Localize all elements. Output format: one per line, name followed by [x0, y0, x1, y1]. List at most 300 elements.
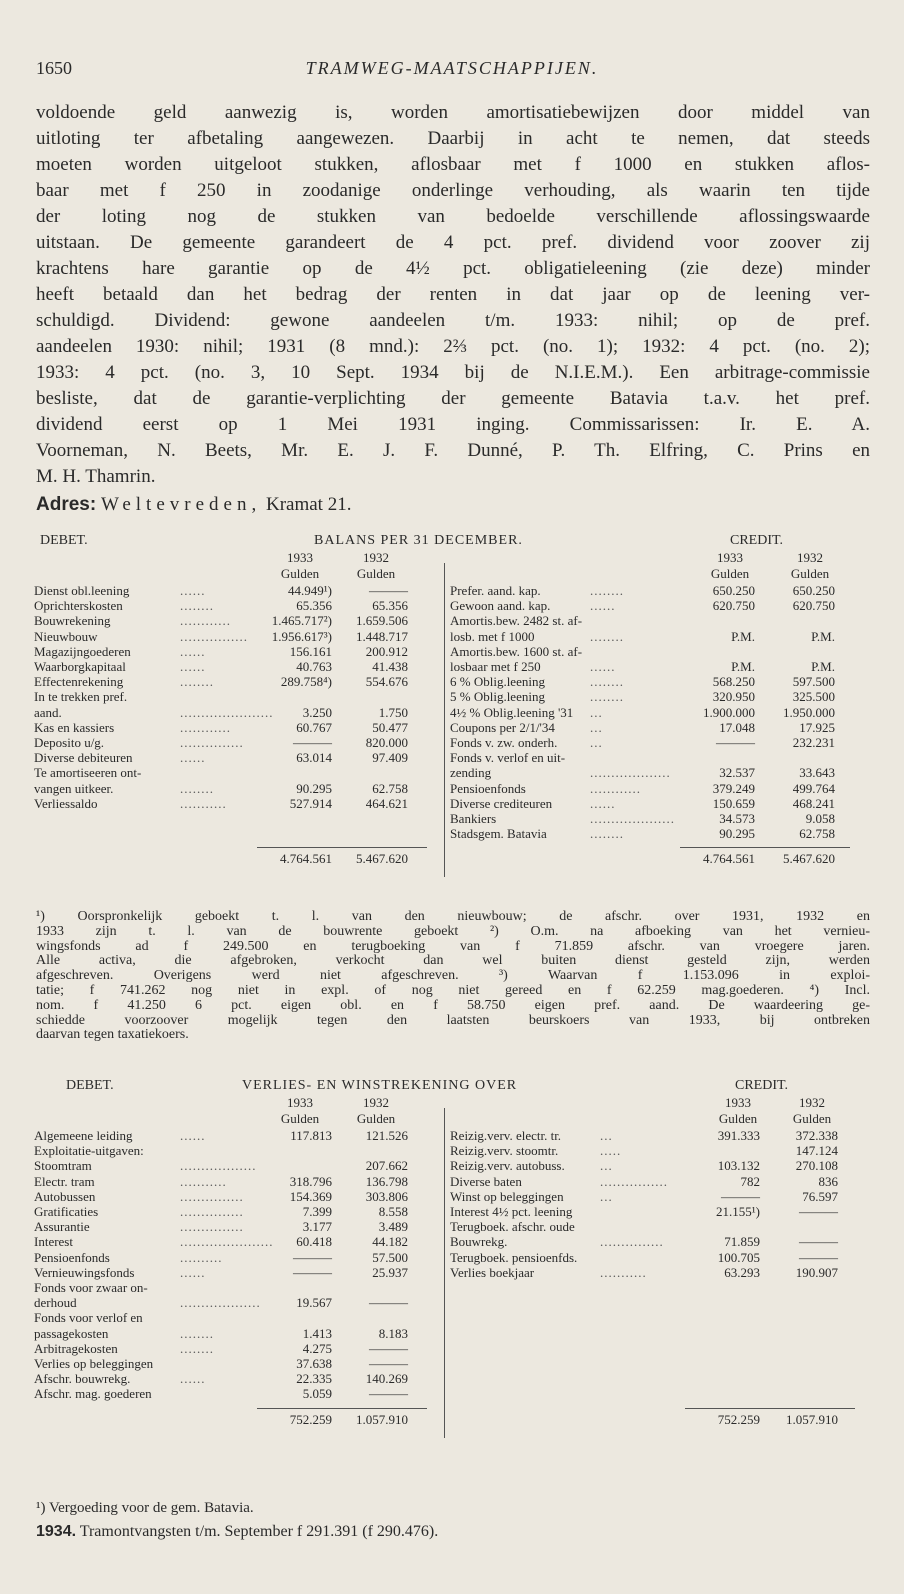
value-1933: 154.369: [289, 1188, 332, 1204]
row-label: Interest: [34, 1234, 73, 1250]
page-number: 1650: [36, 58, 72, 78]
footnote-line: 1933 zijn t. l. van de bouwrente geboekt ²) O.m. na afboeking van het vernieu-: [36, 923, 870, 939]
leader-dots: ............: [590, 780, 641, 796]
value-1932: ———: [369, 1386, 408, 1402]
value-1933: 527.914: [289, 795, 332, 811]
value-1933: 90.295: [296, 780, 332, 796]
leader-dots: ......: [180, 1371, 206, 1387]
value-1933: 156.161: [289, 643, 332, 659]
leader-dots: ...............: [180, 1188, 244, 1204]
value-1933: 103.132: [717, 1158, 760, 1174]
row-label: Effectenrekening: [34, 674, 124, 690]
leader-dots: ......: [180, 583, 206, 598]
leader-dots: ....................: [590, 811, 675, 826]
row-label: Te amortiseeren ont-: [34, 765, 142, 781]
value-1932: 303.806: [365, 1188, 408, 1204]
total-rule: [685, 1408, 855, 1409]
row-label: 6 % Oblig.leening: [450, 674, 545, 690]
pl-title: VERLIES- EN WINSTREKENING OVER: [242, 1078, 518, 1093]
leader-dots: ................: [180, 628, 248, 644]
year-1933-left: 1933: [287, 550, 313, 565]
row-label: Dienst obl.leening: [34, 583, 130, 598]
pl-unit-left-2: Gulden: [356, 1111, 396, 1126]
value-1932: P.M.: [811, 628, 835, 644]
value-1932: 41.438: [372, 659, 408, 674]
value-1932: ———: [799, 1204, 838, 1219]
value-1932: 62.758: [372, 780, 408, 796]
leader-dots: ..................: [180, 1158, 257, 1174]
leader-dots: ........: [180, 598, 214, 614]
prose-line: schuldigd. Dividend: gewone aandeelen t/m. 1933: nihil; op de pref.: [36, 310, 870, 331]
value-1932: 121.526: [365, 1128, 408, 1143]
row-label: Kas en kassiers: [34, 719, 115, 735]
pl-year-1932-right: 1932: [799, 1095, 825, 1110]
leader-dots: ......................: [180, 1234, 274, 1250]
right-row: [30, 796, 874, 811]
left-row: [30, 1371, 874, 1386]
value-1932: 76.597: [802, 1188, 838, 1204]
value-1933: 1.956.617³): [271, 628, 332, 644]
value-1933: 4.275: [302, 1340, 332, 1356]
right-row: [30, 720, 874, 735]
row-label: Pensioenfonds: [34, 1249, 110, 1265]
leader-dots: ........: [180, 674, 214, 690]
value-1933: ———: [293, 1249, 332, 1265]
leader-dots: ................: [600, 1173, 668, 1189]
value-1932: 50.477: [372, 719, 408, 735]
value-1933: 1.465.717²): [271, 613, 332, 629]
right-row: [30, 644, 874, 659]
value-1932: 1.448.717: [356, 628, 408, 644]
total-1932: 1.057.910: [786, 1411, 838, 1427]
footnote-line: ¹) Oorspronkelijk geboekt t. l. van den nieuwbouw; de afschr. over 1931, 1932 en: [36, 909, 870, 924]
value-1932: 325.500: [792, 689, 835, 705]
final-text: Tramontvangsten t/m. September f 291.391 (f 290.476).: [79, 1523, 439, 1540]
value-1933: 7.399: [302, 1204, 332, 1219]
row-label: losbaar met f 250: [450, 659, 541, 674]
prose-line: dividend eerst op 1 Mei 1931 inging. Commissarissen: Ir. E. A.: [36, 414, 870, 435]
leader-dots: ........: [590, 826, 624, 842]
total-rule: [257, 1408, 427, 1409]
value-1933: 19.567: [296, 1295, 332, 1311]
row-label: Nieuwbouw: [34, 628, 98, 644]
leader-dots: ......: [180, 1264, 206, 1280]
right-row: [30, 1219, 874, 1234]
value-1932: ———: [369, 583, 408, 598]
left-row: [30, 1356, 874, 1371]
leader-dots: ......: [590, 659, 616, 674]
value-1933: P.M.: [731, 659, 755, 674]
row-label: Deposito u/g.: [34, 735, 105, 750]
footnote-line: nom. f 41.250 6 pct. eigen obl. en f 58.750 eigen pref. aand. De waardeering ge-: [36, 997, 870, 1013]
footnote-line: schiedde voorzoover mogelijk tegen den laatsten beurskoers van 1933, bij ontbreken: [36, 1012, 870, 1028]
value-1933: ———: [293, 1264, 332, 1280]
value-1932: ———: [369, 1356, 408, 1371]
page-header: [36, 58, 868, 82]
value-1932: ———: [369, 1295, 408, 1311]
right-row: [30, 583, 874, 598]
value-1932: 190.907: [795, 1264, 838, 1280]
leader-dots: ...: [590, 719, 603, 735]
leader-dots: ........: [590, 628, 624, 644]
right-row: [30, 1204, 874, 1219]
leader-dots: ........: [180, 1340, 214, 1356]
row-label: Reizig.verv. electr. tr.: [450, 1128, 562, 1143]
value-1932: 1.950.000: [783, 704, 835, 720]
value-1933: 289.758⁴): [280, 674, 332, 690]
value-1932: 62.758: [799, 826, 835, 842]
value-1932: 140.269: [365, 1371, 408, 1387]
value-1933: 117.813: [290, 1128, 332, 1143]
row-label: Exploitatie-uitgaven:: [34, 1143, 144, 1159]
value-1933: 37.638: [296, 1356, 332, 1371]
leader-dots: ........: [590, 674, 624, 690]
row-label: Fonds v. zw. onderh.: [450, 735, 558, 750]
value-1933: 318.796: [289, 1173, 332, 1189]
footnote-line: daarvan tegen taxatiekoers.: [36, 1027, 189, 1043]
totals-row: [30, 1412, 874, 1427]
total-1932: 5.467.620: [356, 851, 408, 867]
right-row: [30, 1234, 874, 1249]
leader-dots: ...................: [180, 1295, 261, 1311]
row-label: Arbitragekosten: [34, 1340, 118, 1356]
pl-year-1932-left: 1932: [363, 1095, 389, 1110]
total-1932: 1.057.910: [356, 1411, 408, 1427]
row-label: Fonds v. verlof en uit-: [450, 750, 566, 766]
balance-unit-row: [30, 566, 874, 581]
row-label: Electr. tram: [34, 1173, 95, 1189]
row-label: vangen uitkeer.: [34, 780, 114, 796]
right-row: [30, 705, 874, 720]
right-row: [30, 1189, 874, 1204]
value-1932: 464.621: [365, 795, 408, 811]
row-label: Afschr. mag. goederen: [34, 1386, 152, 1402]
unit-left-2: Gulden: [356, 566, 396, 581]
row-label: Gratificaties: [34, 1204, 99, 1219]
row-label: aand.: [34, 704, 62, 720]
row-label: Prefer. aand. kap.: [450, 583, 541, 598]
total-rule: [680, 847, 850, 848]
column-divider: [444, 563, 445, 877]
pl-credit-heading: CREDIT.: [735, 1078, 789, 1093]
right-row: [30, 750, 874, 765]
row-label: losb. met f 1000: [450, 628, 535, 644]
total-rule: [257, 847, 427, 848]
value-1932: 468.241: [792, 795, 835, 811]
leader-dots: ...................: [590, 765, 671, 781]
row-label: Gewoon aand. kap.: [450, 598, 551, 614]
row-label: Bankiers: [450, 811, 497, 826]
leader-dots: ......: [590, 795, 616, 811]
balance-years-row: [30, 550, 874, 565]
row-label: Amortis.bew. 1600 st. af-: [450, 643, 583, 659]
value-1933: 40.763: [296, 659, 332, 674]
leader-dots: ........: [590, 689, 624, 705]
row-label: Diverse debiteuren: [34, 750, 133, 766]
totals-row: [30, 851, 874, 866]
total-1933: 752.259: [289, 1411, 332, 1427]
right-row: [30, 613, 874, 628]
address-line: [36, 492, 870, 518]
value-1933: 5.059: [302, 1386, 332, 1402]
pl-debet-heading: DEBET.: [66, 1078, 114, 1093]
row-label: Fonds voor verlof en: [34, 1310, 143, 1326]
right-row: [30, 1265, 874, 1280]
footnote-line: wingsfonds ad f 249.500 en terugboeking van f 71.859 afschr. van vroegere jaren.: [36, 938, 870, 954]
final-year: 1934.: [36, 1523, 77, 1540]
prose-line: moeten worden uitgeloot stukken, aflosbaar met f 1000 en stukken aflos-: [36, 154, 870, 175]
value-1932: 836: [818, 1173, 838, 1189]
row-label: Interest 4½ pct. leening: [450, 1204, 573, 1219]
address-street: Kramat 21.: [265, 494, 352, 515]
value-1933: 60.767: [296, 719, 332, 735]
leader-dots: ...........: [180, 1173, 227, 1189]
left-row: [30, 1386, 874, 1401]
row-label: In te trekken pref.: [34, 689, 128, 705]
pl-unit-left-1: Gulden: [280, 1111, 320, 1126]
leader-dots: ......: [590, 598, 616, 614]
column-divider: [444, 1108, 445, 1438]
row-label: Algemeene leiding: [34, 1128, 133, 1143]
value-1933: 22.335: [296, 1371, 332, 1387]
value-1932: 597.500: [792, 674, 835, 690]
balance-title: BALANS PER 31 DECEMBER.: [314, 533, 523, 548]
leader-dots: ...: [600, 1158, 613, 1174]
leader-dots: ......: [180, 750, 206, 766]
value-1933: 320.950: [712, 689, 755, 705]
row-label: Vernieuwingsfonds: [34, 1264, 135, 1280]
value-1932: 620.750: [792, 598, 835, 614]
prose-line: aandeelen 1930: nihil; 1931 (8 mnd.): 2⅔ pct. (no. 1); 1932: 4 pct. (no. 2);: [36, 336, 870, 357]
prose-line: Voorneman, N. Beets, Mr. E. J. F. Dunné, P. Th. Elfring, C. Prins en: [36, 440, 870, 461]
row-label: Terugboek. afschr. oude: [450, 1219, 575, 1235]
unit-right-1: Gulden: [710, 566, 750, 581]
right-row: [30, 1143, 874, 1158]
right-row: [30, 1174, 874, 1189]
row-label: Amortis.bew. 2482 st. af-: [450, 613, 583, 629]
row-label: passagekosten: [34, 1325, 109, 1341]
value-1933: 17.048: [719, 719, 755, 735]
left-row: [30, 1280, 874, 1295]
value-1932: 44.182: [372, 1234, 408, 1250]
year-1932-left: 1932: [363, 550, 389, 565]
value-1933: 1.900.000: [703, 704, 755, 720]
value-1932: 554.676: [365, 674, 408, 690]
leader-dots: ..........: [180, 1249, 223, 1265]
value-1933: 3.250: [302, 704, 332, 720]
right-row: [30, 1158, 874, 1173]
value-1932: 207.662: [365, 1158, 408, 1174]
leader-dots: ........: [180, 780, 214, 796]
value-1933: ———: [716, 735, 755, 750]
row-label: Diverse baten: [450, 1173, 522, 1189]
leader-dots: ...: [590, 735, 603, 750]
pl-unit-right-2: Gulden: [792, 1111, 832, 1126]
value-1933: 21.155¹): [716, 1204, 760, 1219]
pl-footnote: ¹) Vergoeding voor de gem. Batavia.: [36, 1500, 254, 1516]
value-1933: 63.014: [296, 750, 332, 766]
row-label: zending: [450, 765, 492, 781]
leader-dots: ...............: [600, 1234, 664, 1250]
footnote-line: afgeschreven. Overigens werd niet afgeschreven. ³) Waarvan f 1.153.096 in exploi-: [36, 968, 870, 984]
leader-dots: ...............: [180, 1204, 244, 1219]
year-1933-right: 1933: [717, 550, 743, 565]
value-1933: 782: [740, 1173, 760, 1189]
leader-dots: ......................: [180, 704, 274, 720]
value-1933: P.M.: [731, 628, 755, 644]
value-1932: 499.764: [792, 780, 835, 796]
prose-line: uitloting ter afbetaling aangewezen. Daarbij in acht te nemen, dat steeds: [36, 128, 870, 149]
right-row: [30, 765, 874, 780]
row-label: Fonds voor zwaar on-: [34, 1280, 148, 1295]
value-1933: 71.859: [724, 1234, 760, 1250]
value-1932: 232.231: [792, 735, 835, 750]
left-row: [30, 1341, 874, 1356]
row-label: Waarborgkapitaal: [34, 659, 126, 674]
pl-year-1933-right: 1933: [725, 1095, 751, 1110]
value-1932: 820.000: [365, 735, 408, 750]
value-1932: 136.798: [365, 1173, 408, 1189]
value-1933: 1.413: [302, 1325, 332, 1341]
row-label: Bouwrekg.: [450, 1234, 508, 1250]
row-label: derhoud: [34, 1295, 77, 1311]
row-label: Stadsgem. Batavia: [450, 826, 547, 842]
pl-unit-right-1: Gulden: [718, 1111, 758, 1126]
right-row: [30, 598, 874, 613]
value-1933: 650.250: [712, 583, 755, 598]
value-1932: ———: [799, 1249, 838, 1265]
value-1933: 63.293: [724, 1264, 760, 1280]
value-1933: 60.418: [296, 1234, 332, 1250]
value-1933: ———: [721, 1188, 760, 1204]
value-1933: 34.573: [719, 811, 755, 826]
unit-left-1: Gulden: [280, 566, 320, 581]
row-label: Stoomtram: [34, 1158, 92, 1174]
value-1932: 270.108: [795, 1158, 838, 1174]
credit-heading: CREDIT.: [730, 533, 784, 548]
right-row: [30, 689, 874, 704]
value-1932: ———: [799, 1234, 838, 1250]
unit-right-2: Gulden: [790, 566, 830, 581]
footnote-line: Alle activa, die afgebroken, verkocht dan wel buiten dienst gesteld zijn, werden: [36, 953, 870, 969]
row-label: Autobussen: [34, 1188, 96, 1204]
row-label: Bouwrekening: [34, 613, 111, 629]
row-label: Magazijngoederen: [34, 643, 131, 659]
value-1933: 32.537: [719, 765, 755, 781]
value-1932: 1.750: [378, 704, 408, 720]
value-1932: 200.912: [365, 643, 408, 659]
row-label: Reizig.verv. autobuss.: [450, 1158, 565, 1174]
value-1932: 9.058: [805, 811, 835, 826]
value-1933: 3.177: [302, 1219, 332, 1235]
row-label: Pensioenfonds: [450, 780, 526, 796]
value-1933: 44.949¹): [288, 583, 332, 598]
right-row: [30, 659, 874, 674]
row-label: Winst op beleggingen: [450, 1188, 564, 1204]
value-1933: 391.333: [717, 1128, 760, 1143]
leader-dots: ......: [180, 643, 206, 659]
right-row: [30, 674, 874, 689]
leader-dots: .....: [600, 1143, 622, 1159]
right-row: [30, 735, 874, 750]
value-1932: 33.643: [799, 765, 835, 781]
value-1932: 1.659.506: [356, 613, 408, 629]
leader-dots: ........: [590, 583, 624, 598]
footnote-line: tatie; f 741.262 nog niet in expl. of nog niet gereed en f 62.259 mag.goederen. ⁴) Incl.: [36, 982, 870, 998]
leader-dots: ............: [180, 719, 231, 735]
value-1932: 147.124: [795, 1143, 838, 1159]
total-1933: 4.764.561: [280, 851, 332, 867]
value-1933: 150.659: [712, 795, 755, 811]
pl-years-row: [30, 1095, 874, 1110]
row-label: Terugboek. pensioenfds.: [450, 1249, 578, 1265]
value-1932: 97.409: [372, 750, 408, 766]
row-label: Reizig.verv. stoomtr.: [450, 1143, 559, 1159]
pl-heading-row: [30, 1078, 874, 1093]
value-1932: 8.183: [378, 1325, 408, 1341]
balance-footnotes: [36, 910, 870, 1043]
total-1932: 5.467.620: [783, 851, 835, 867]
left-row: [30, 1326, 874, 1341]
value-1932: 57.500: [372, 1249, 408, 1265]
right-row: [30, 629, 874, 644]
value-1932: 372.338: [795, 1128, 838, 1143]
row-label: Diverse crediteuren: [450, 795, 553, 811]
leader-dots: ......: [180, 1128, 206, 1143]
prose-line: krachtens hare garantie op de 4½ pct. obligatieleening (zie deze) minder: [36, 258, 870, 279]
running-title: TRAMWEG-MAATSCHAPPIJEN.: [305, 58, 599, 78]
value-1932: P.M.: [811, 659, 835, 674]
value-1932: 65.356: [372, 598, 408, 614]
leader-dots: ...: [590, 704, 603, 720]
value-1933: 379.249: [712, 780, 755, 796]
row-label: Afschr. bouwrekg.: [34, 1371, 131, 1387]
value-1933: 568.250: [712, 674, 755, 690]
address-place: Weltevreden,: [100, 494, 262, 515]
right-row: [30, 826, 874, 841]
value-1933: 65.356: [296, 598, 332, 614]
debet-heading: DEBET.: [40, 533, 88, 548]
year-1932-right: 1932: [797, 550, 823, 565]
row-label: Assurantie: [34, 1219, 90, 1235]
leader-dots: ...: [600, 1128, 613, 1143]
row-label: Oprichterskosten: [34, 598, 123, 614]
right-row: [30, 781, 874, 796]
value-1932: 3.489: [378, 1219, 408, 1235]
right-row: [30, 1128, 874, 1143]
row-label: Verlies boekjaar: [450, 1264, 535, 1280]
value-1933: ———: [293, 735, 332, 750]
value-1932: 650.250: [792, 583, 835, 598]
leader-dots: ...............: [180, 1219, 244, 1235]
row-label: Coupons per 2/1/'34: [450, 719, 555, 735]
address-label: Adres:: [36, 494, 97, 515]
leader-dots: ...: [600, 1188, 613, 1204]
leader-dots: ......: [180, 659, 206, 674]
leader-dots: ...........: [600, 1264, 647, 1280]
prose-line: der loting nog de stukken van bedoelde verschillende aflossingswaarde: [36, 206, 870, 227]
value-1932: ———: [369, 1340, 408, 1356]
pl-year-1933-left: 1933: [287, 1095, 313, 1110]
row-label: Verliessaldo: [34, 795, 98, 811]
prose-line: 1933: 4 pct. (no. 3, 10 Sept. 1934 bij de N.I.E.M.). Een arbitrage-commissie: [36, 362, 870, 383]
leader-dots: ........: [180, 1325, 214, 1341]
leader-dots: ...............: [180, 735, 244, 750]
right-row: [30, 811, 874, 826]
right-row: [30, 1250, 874, 1265]
prose-line: uitstaan. De gemeente garandeert de 4 pct. pref. dividend voor zoover zij: [36, 232, 870, 253]
total-1933: 4.764.561: [703, 851, 755, 867]
